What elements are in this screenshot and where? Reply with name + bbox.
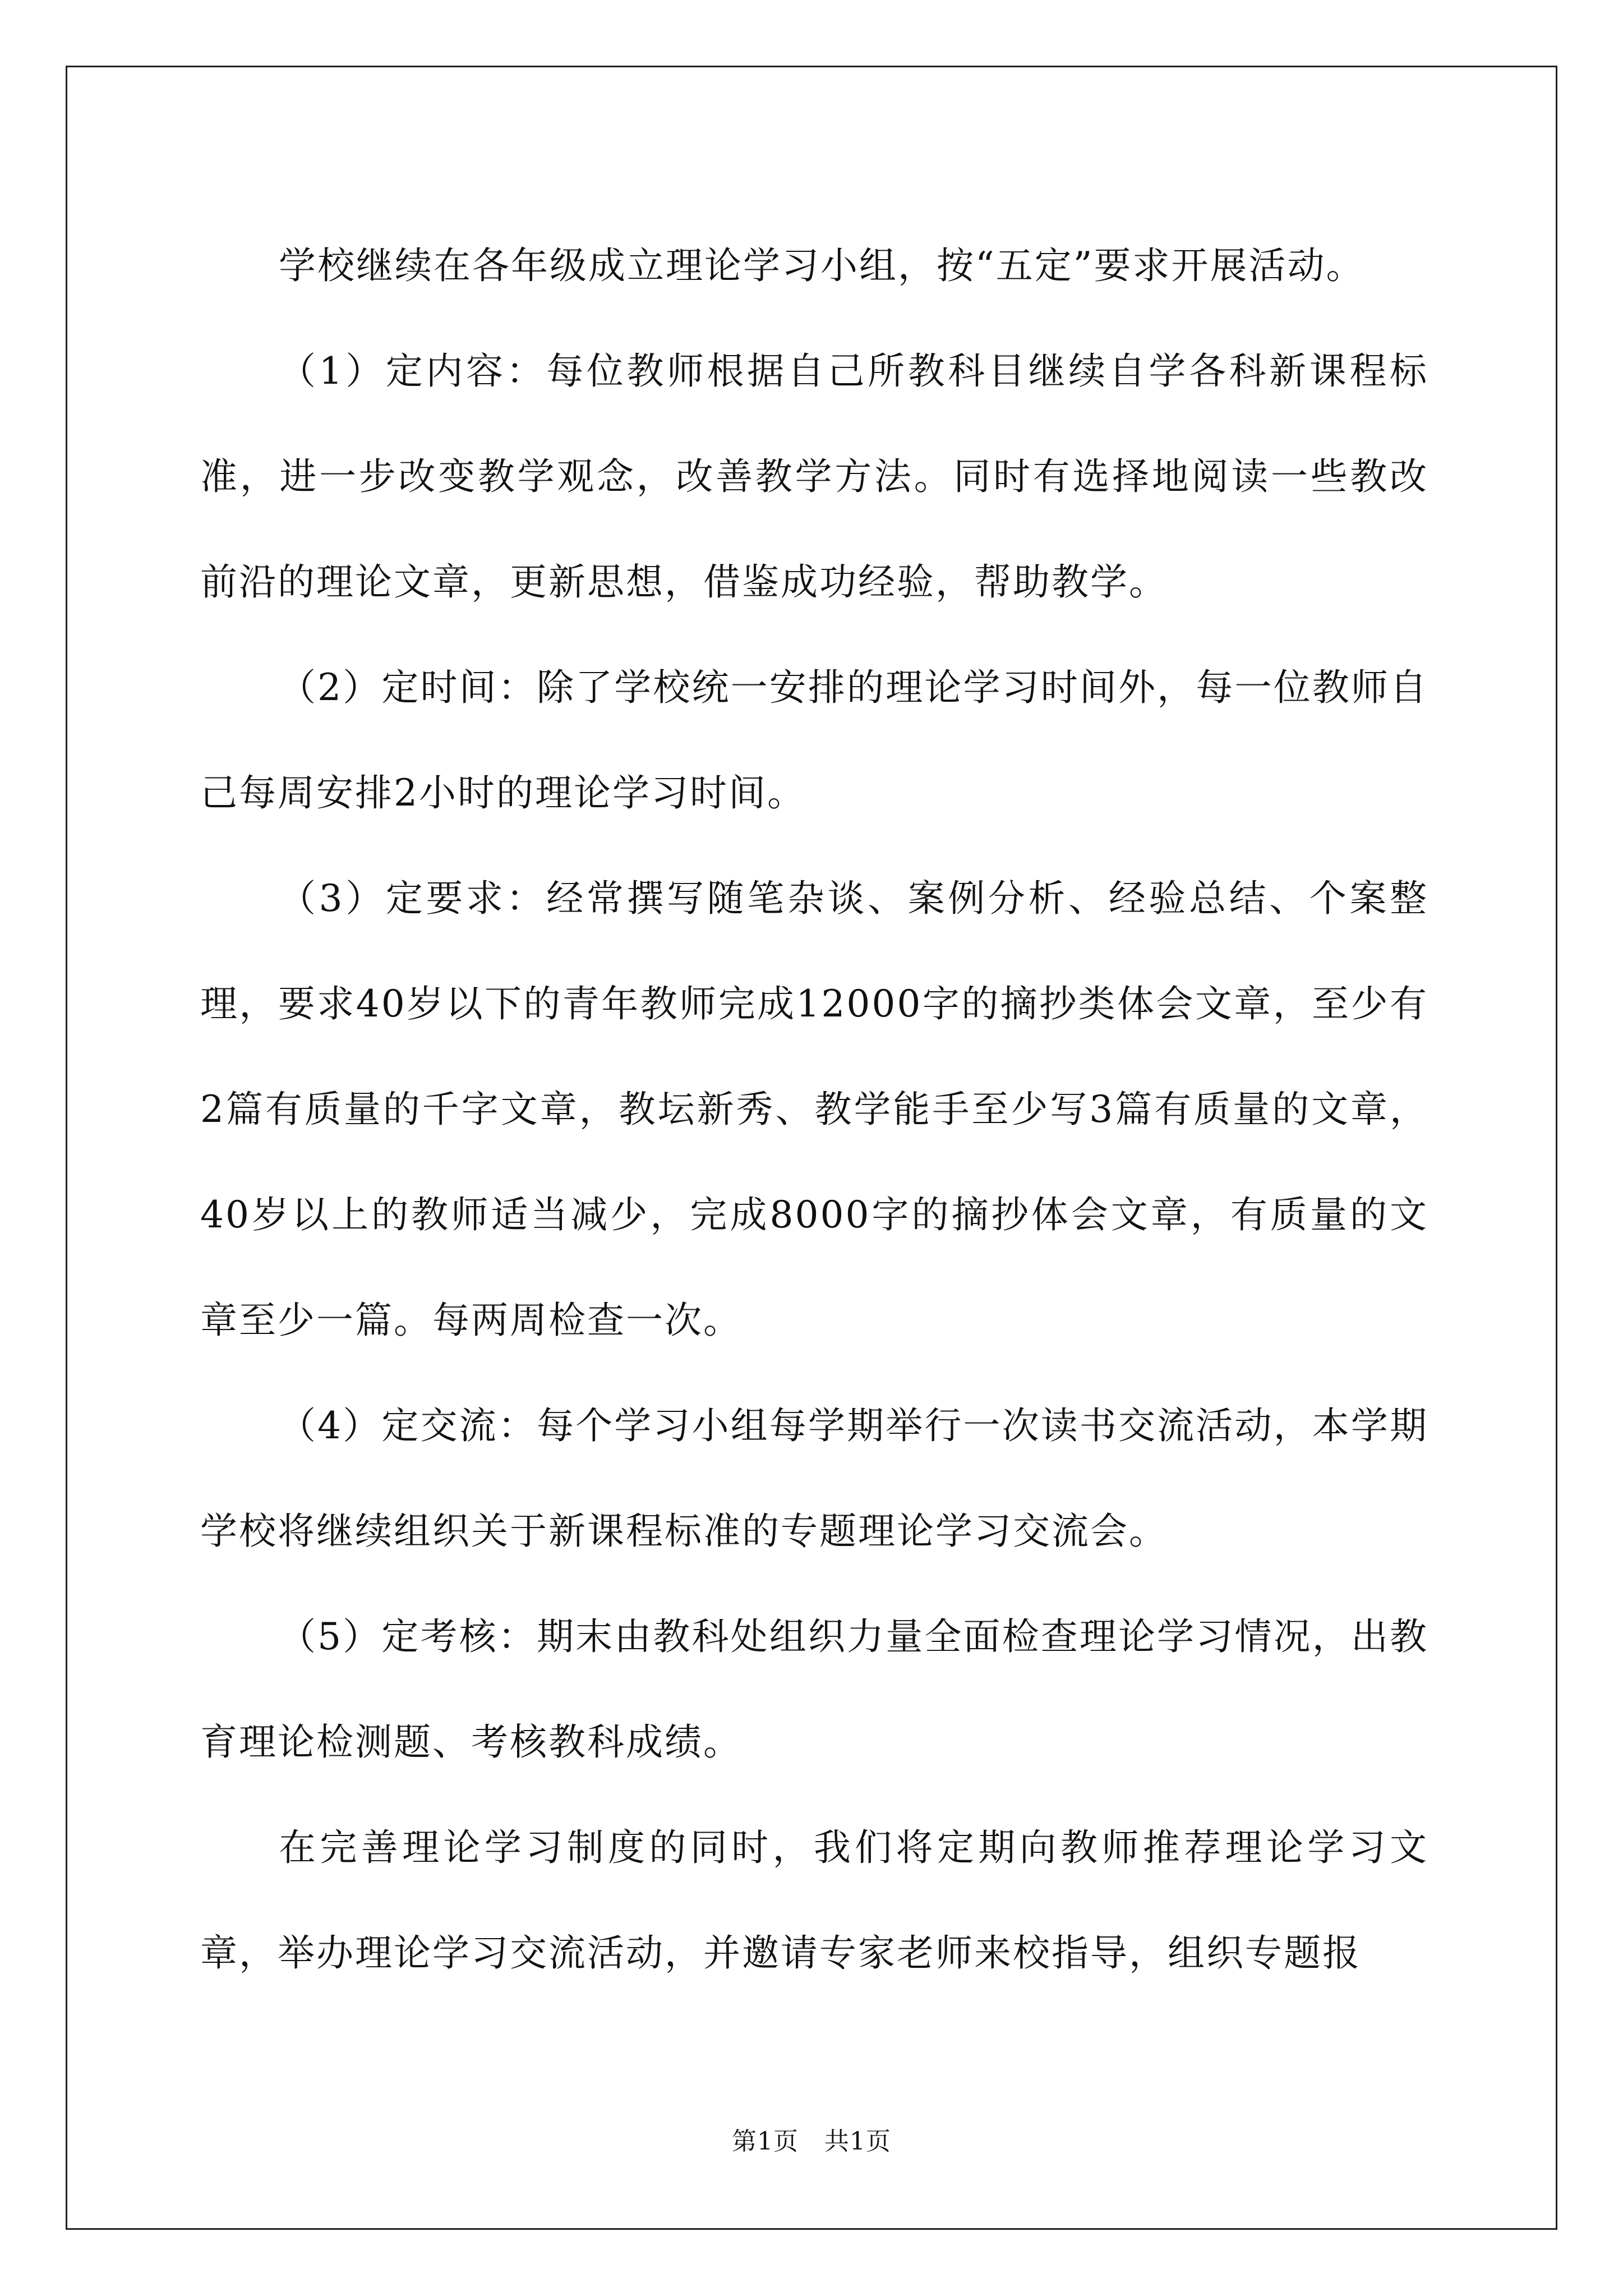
page-footer (0, 2125, 1623, 2159)
paragraph-time: （2）定时间：除了学校统一安排的理论学习时间外，每一位教师自己每周安排2小时的理论学习时间。 (200, 666, 1428, 815)
paragraph-intro: 学校继续在各年级成立理论学习小组，按“五定”要求开展活动。 (279, 244, 1365, 287)
document-body (200, 213, 1428, 2006)
paragraph-exchange: （4）定交流：每个学习小组每学期举行一次读书交流活动，本学期学校将继续组织关于新课程标准的专题理论学习交流会。 (200, 1404, 1428, 1553)
paragraph-closing: 在完善理论学习制度的同时，我们将定期向教师推荐理论学习文章，举办理论学习交流活动，并邀请专家老师来校指导，组织专题报 (200, 1826, 1428, 1975)
page-total: 共1页 (824, 2127, 891, 2156)
paragraph-assessment: （5）定考核：期末由教科处组织力量全面检查理论学习情况，出教育理论检测题、考核教科成绩。 (200, 1615, 1428, 1764)
paragraph-requirements: （3）定要求：经常撰写随笔杂谈、案例分析、经验总结、个案整理，要求40岁以下的青年教师完成12000字的摘抄类体会文章，至少有2篇有质量的千字文章，教坛新秀、教学能手至少写3篇有质量的文章，40岁以上的教师适当减少，完成8000字的摘抄体会文章，有质量的文章至少一篇。每两周检查一次。 (200, 877, 1428, 1342)
paragraph-content: （1）定内容：每位教师根据自己所教科目继续自学各科新课程标准，进一步改变教学观念，改善教学方法。同时有选择地阅读一些教改前沿的理论文章，更新思想，借鉴成功经验，帮助教学。 (200, 349, 1428, 604)
page-number: 第1页 (732, 2127, 799, 2156)
